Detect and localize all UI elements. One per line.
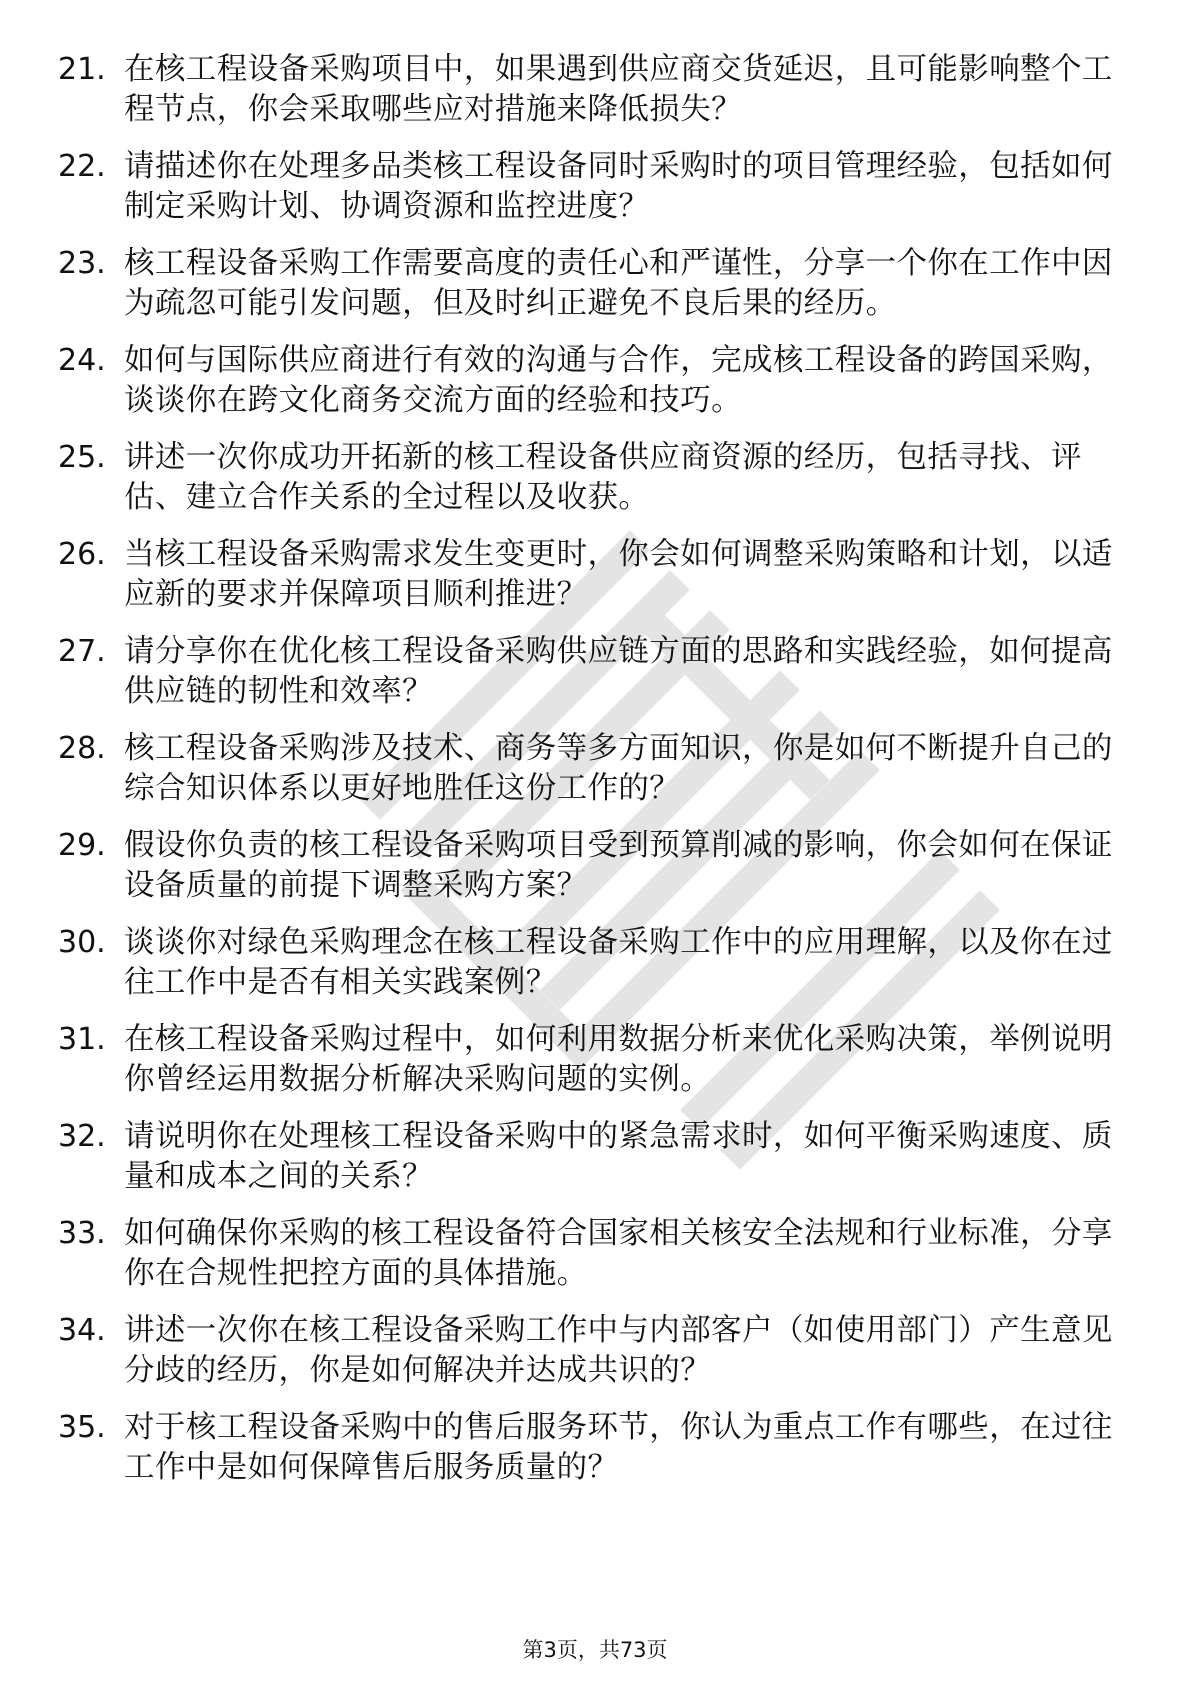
question-text: 在核工程设备采购项目中，如果遇到供应商交货延迟，且可能影响整个工程节点，你会采取哪些应对措施来降低损失？ xyxy=(124,52,1113,127)
list-item xyxy=(58,438,1118,518)
question-text: 核工程设备采购涉及技术、商务等多方面知识，你是如何不断提升自己的综合知识体系以更好地胜任这份工作的？ xyxy=(124,731,1113,806)
question-text: 讲述一次你在核工程设备采购工作中与内部客户（如使用部门）产生意见分歧的经历，你是如何解决并达成共识的？ xyxy=(124,1313,1113,1388)
question-text: 核工程设备采购工作需要高度的责任心和严谨性，分享一个你在工作中因为疏忽可能引发问题，但及时纠正避免不良后果的经历。 xyxy=(124,246,1113,321)
list-item xyxy=(58,535,1118,615)
question-number: 32. xyxy=(58,1119,106,1154)
question-number: 21. xyxy=(58,52,106,87)
page-number-footer: 第3页，共73页 xyxy=(522,1638,668,1662)
list-item xyxy=(58,1020,1118,1100)
question-number: 26. xyxy=(58,537,106,572)
question-number: 28. xyxy=(58,731,106,766)
list-item xyxy=(58,923,1118,1003)
question-text: 当核工程设备采购需求发生变更时，你会如何调整采购策略和计划，以适应新的要求并保障项目顺利推进？ xyxy=(124,537,1113,612)
list-item xyxy=(58,1214,1118,1294)
question-text: 如何与国际供应商进行有效的沟通与合作，完成核工程设备的跨国采购，谈谈你在跨文化商务交流方面的经验和技巧。 xyxy=(124,343,1113,418)
question-text: 请说明你在处理核工程设备采购中的紧急需求时，如何平衡采购速度、质量和成本之间的关系？ xyxy=(124,1119,1113,1194)
list-item xyxy=(58,244,1118,324)
question-number: 29. xyxy=(58,828,106,863)
question-text: 讲述一次你成功开拓新的核工程设备供应商资源的经历，包括寻找、评估、建立合作关系的全过程以及收获。 xyxy=(124,440,1082,515)
question-number: 33. xyxy=(58,1216,106,1251)
question-number: 22. xyxy=(58,149,106,184)
list-item xyxy=(58,1408,1118,1488)
question-text: 在核工程设备采购过程中，如何利用数据分析来优化采购决策，举例说明你曾经运用数据分析解决采购问题的实例。 xyxy=(124,1022,1113,1097)
question-number: 30. xyxy=(58,925,106,960)
list-item xyxy=(58,1311,1118,1391)
list-item xyxy=(58,50,1118,130)
list-item xyxy=(58,147,1118,227)
list-item xyxy=(58,826,1118,906)
question-text: 假设你负责的核工程设备采购项目受到预算削减的影响，你会如何在保证设备质量的前提下调整采购方案？ xyxy=(124,828,1113,903)
list-item xyxy=(58,729,1118,809)
list-item xyxy=(58,632,1118,712)
list-item xyxy=(58,341,1118,421)
question-number: 35. xyxy=(58,1410,106,1445)
question-number: 23. xyxy=(58,246,106,281)
question-text: 如何确保你采购的核工程设备符合国家相关核安全法规和行业标准，分享你在合规性把控方面的具体措施。 xyxy=(124,1216,1113,1291)
question-number: 24. xyxy=(58,343,106,378)
question-text: 请分享你在优化核工程设备采购供应链方面的思路和实践经验，如何提高供应链的韧性和效率？ xyxy=(124,634,1113,709)
question-list xyxy=(58,50,1118,1505)
question-number: 31. xyxy=(58,1022,106,1057)
question-number: 25. xyxy=(58,440,106,475)
question-text: 对于核工程设备采购中的售后服务环节，你认为重点工作有哪些，在过往工作中是如何保障售后服务质量的？ xyxy=(124,1410,1113,1485)
list-item xyxy=(58,1117,1118,1197)
question-number: 34. xyxy=(58,1313,106,1348)
question-text: 请描述你在处理多品类核工程设备同时采购时的项目管理经验，包括如何制定采购计划、协调资源和监控进度？ xyxy=(124,149,1113,224)
question-text: 谈谈你对绿色采购理念在核工程设备采购工作中的应用理解，以及你在过往工作中是否有相关实践案例？ xyxy=(124,925,1113,1000)
question-number: 27. xyxy=(58,634,106,669)
